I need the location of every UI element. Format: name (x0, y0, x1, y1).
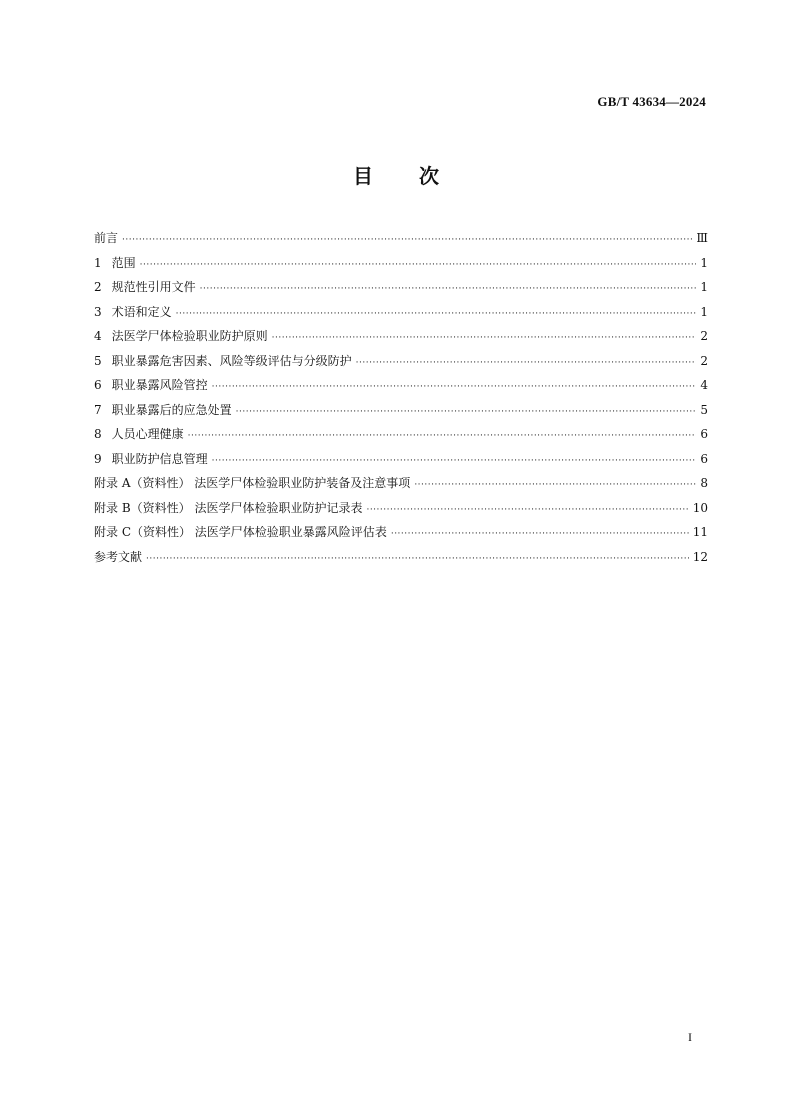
toc-entry-1[interactable] (94, 251, 708, 276)
toc-entry-page: 8 (700, 476, 708, 490)
toc-title-char-2: 次 (419, 164, 439, 188)
toc-entry-appendix-b[interactable] (94, 496, 708, 521)
toc-leader-dots (212, 375, 696, 400)
toc-entry-number: 8 (94, 427, 102, 441)
toc-title (0, 160, 792, 189)
toc-leader-dots (236, 400, 696, 425)
toc-entry-number: 6 (94, 378, 102, 392)
toc-entry-page: 2 (700, 329, 708, 343)
toc-entry-page: 12 (692, 549, 708, 564)
toc-entry-number: 4 (94, 329, 102, 343)
toc-leader-dots (356, 351, 696, 376)
toc-entry-label: 职业暴露后的应急处置 (111, 402, 232, 417)
toc-entry-page: Ⅲ (696, 231, 708, 245)
toc-entry-label: 附录 C（资料性） 法医学尸体检验职业暴露风险评估表 (94, 525, 387, 539)
toc-entry-label: 职业暴露危害因素、风险等级评估与分级防护 (111, 353, 352, 368)
toc-entry-number: 9 (94, 451, 102, 466)
toc-entry-label: 职业暴露风险管控 (111, 378, 208, 392)
toc-entry-label: 人员心理健康 (111, 427, 184, 441)
toc-entry-page: 4 (700, 378, 708, 392)
table-of-contents (94, 226, 708, 569)
toc-entry-page: 5 (700, 402, 708, 417)
toc-entry-label: 法医学尸体检验职业防护原则 (111, 329, 268, 343)
page-number: I (688, 1030, 692, 1044)
toc-entry-label: 附录 B（资料性） 法医学尸体检验职业防护记录表 (94, 500, 363, 515)
toc-entry-page: 10 (692, 500, 708, 515)
toc-entry-number: 5 (94, 353, 102, 368)
toc-entry-number: 3 (94, 304, 102, 319)
toc-leader-dots (391, 522, 689, 547)
toc-leader-dots (188, 424, 696, 449)
toc-entry-number: 7 (94, 402, 102, 417)
toc-entry-3[interactable] (94, 300, 708, 325)
toc-entry-page: 11 (692, 525, 708, 539)
toc-entry-references[interactable] (94, 545, 708, 570)
toc-entry-appendix-a[interactable] (94, 471, 708, 496)
toc-leader-dots (200, 277, 696, 302)
toc-entry-number: 1 (94, 255, 102, 270)
toc-leader-dots (212, 449, 696, 474)
standard-code: GB/T 43634—2024 (597, 94, 706, 109)
toc-entry-appendix-c[interactable] (94, 520, 708, 545)
toc-title-char-1: 目 (353, 164, 373, 188)
toc-entry-label: 附录 A（资料性） 法医学尸体检验职业防护装备及注意事项 (94, 476, 411, 490)
toc-entry-6[interactable] (94, 373, 708, 398)
toc-entry-page: 6 (700, 427, 708, 441)
toc-entry-page: 1 (700, 304, 708, 319)
toc-leader-dots (272, 326, 696, 351)
toc-entry-9[interactable] (94, 447, 708, 472)
toc-leader-dots (366, 498, 688, 523)
toc-entry-7[interactable] (94, 398, 708, 423)
toc-entry-label: 职业防护信息管理 (111, 451, 208, 466)
toc-entry-label: 规范性引用文件 (111, 280, 196, 294)
toc-entry-page: 1 (700, 255, 708, 270)
toc-entry-5[interactable] (94, 349, 708, 374)
toc-entry-label: 术语和定义 (111, 304, 172, 319)
toc-entry-label: 前言 (94, 231, 119, 245)
toc-entry-page: 1 (700, 280, 708, 294)
toc-entry-4[interactable] (94, 324, 708, 349)
toc-leader-dots (414, 473, 696, 498)
toc-leader-dots (122, 228, 692, 253)
toc-leader-dots (146, 547, 689, 572)
toc-entry-2[interactable] (94, 275, 708, 300)
toc-entry-page: 6 (700, 451, 708, 466)
toc-entry-number: 2 (94, 280, 102, 294)
toc-entry-foreword[interactable] (94, 226, 708, 251)
toc-entry-label: 范围 (111, 255, 136, 270)
toc-leader-dots (176, 302, 696, 327)
toc-leader-dots (140, 253, 696, 278)
toc-entry-label: 参考文献 (94, 549, 143, 564)
toc-entry-8[interactable] (94, 422, 708, 447)
toc-entry-page: 2 (700, 353, 708, 368)
